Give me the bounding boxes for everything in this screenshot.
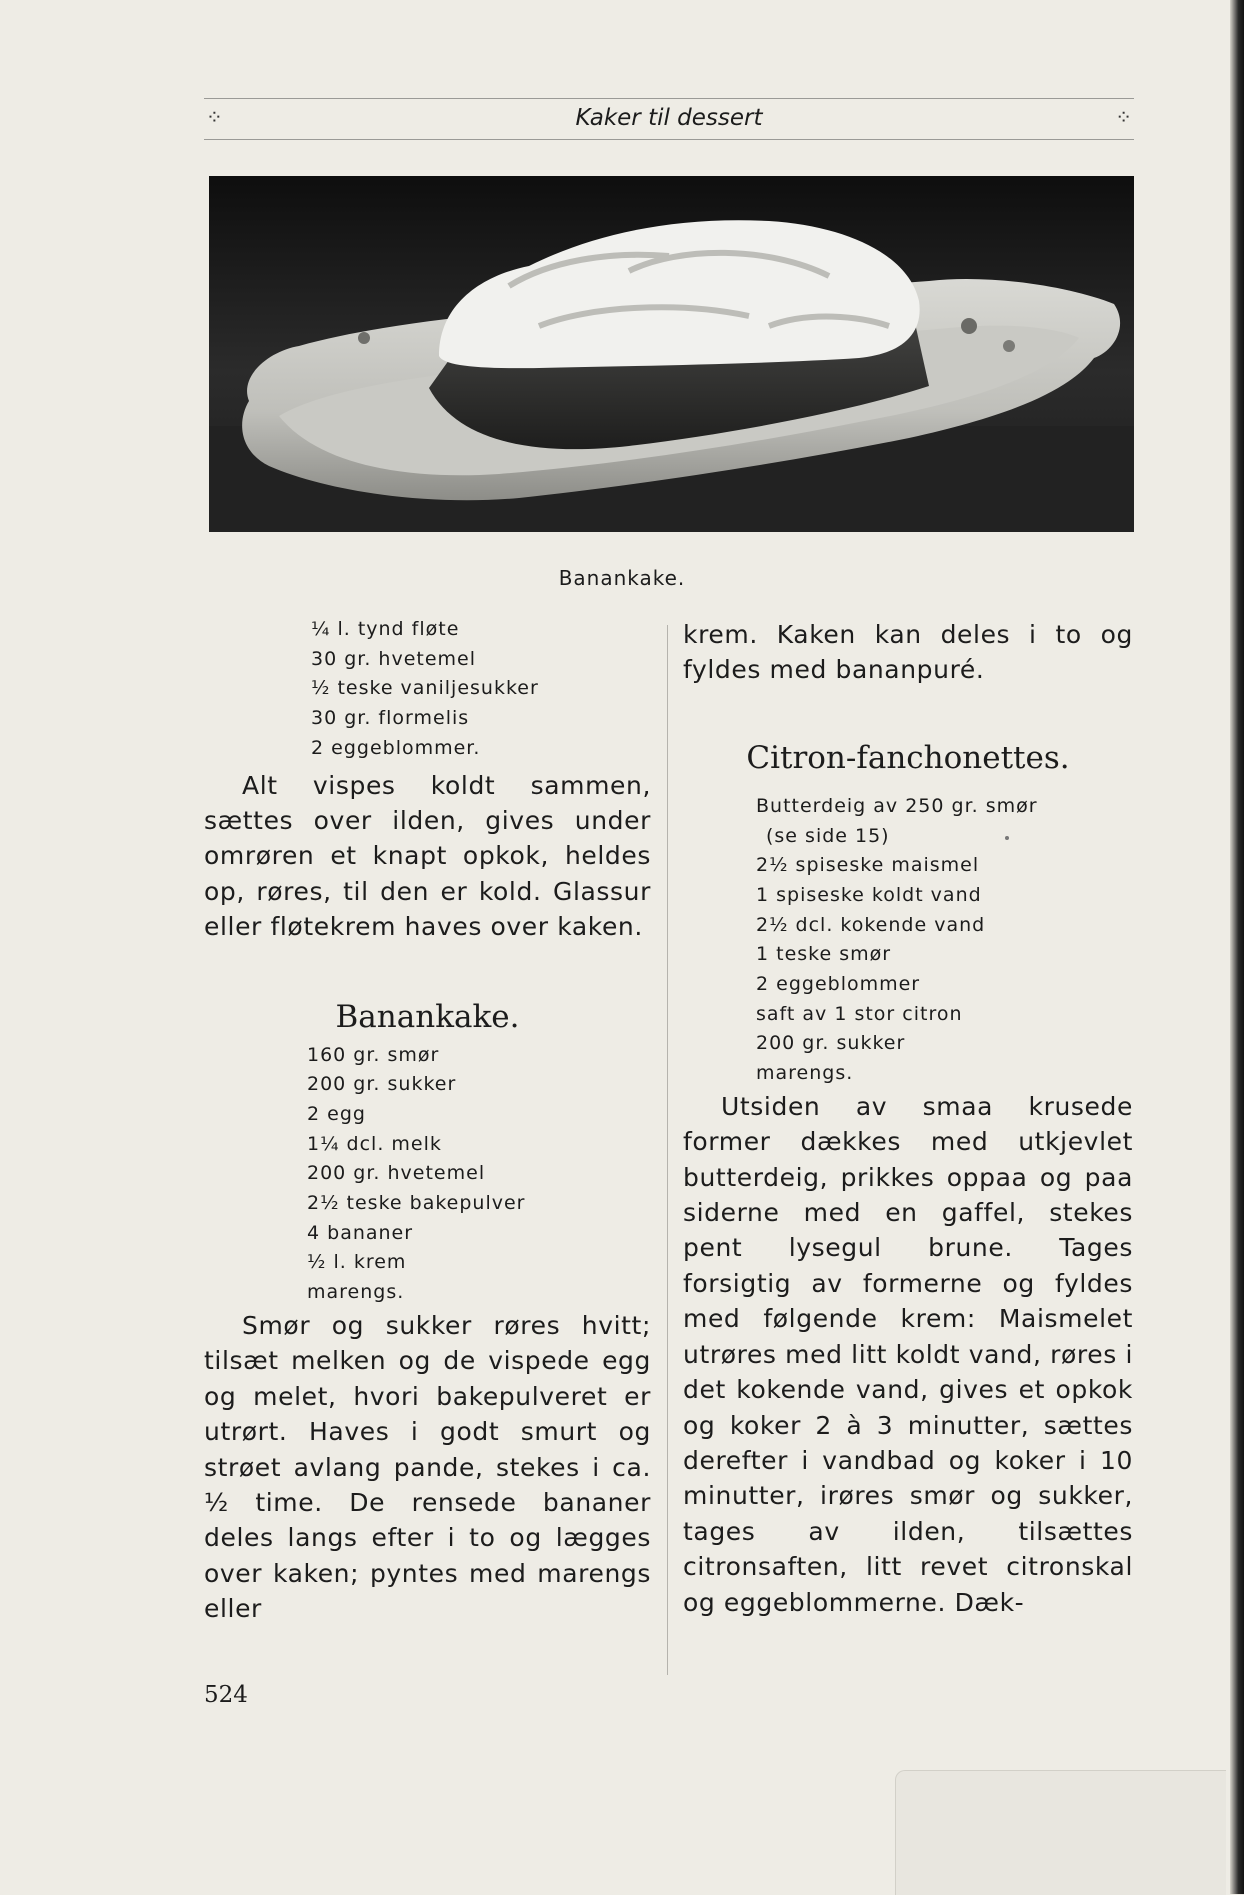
ingredient-item: 1¼ dcl. melk	[307, 1132, 442, 1155]
ingredient-item: 30 gr. flormelis	[311, 707, 470, 730]
ingredient-item: 2½ dcl. kokende vand	[756, 913, 986, 936]
cake-photo-illustration	[209, 176, 1134, 532]
photo-caption: Banankake.	[558, 566, 686, 590]
ingredient-item: 1 teske smør	[756, 943, 892, 966]
cake-photo	[209, 176, 1134, 532]
instruction-paragraph: Smør og sukker røres hvitt; tilsæt melken og de vispede egg og melet, hvori bakepulveret er utrørt. Haves i godt smurt og strøet avlang pande, stekes i ca. ½ time. De rensede bananer deles langs efter i to og lægges over kaken; pyntes med marengs eller	[204, 1310, 651, 1624]
instruction-paragraph: Utsiden av smaa krusede former dækkes med utkjevlet butterdeig, prikkes oppaa og paa siderne med en gaffel, stekes pent lysegul brune. Tages forsigtig av formerne og fyldes med følgende krem: Maismelet utrøres med litt koldt vand, røres i det kokende vand, gives et opkok og koker 2 à 3 minutter, sættes derefter i vandbad og koker i 10 minutter, irøres smør og sukker, tages av ilden, tilsættes citronsaften, litt revet citronskal og eggeblommerne. Dæk-	[683, 1091, 1133, 1617]
ingredient-item: saft av 1 stor citron	[756, 1002, 963, 1025]
ingredient-item: 160 gr. smør	[307, 1043, 440, 1066]
right-column	[683, 617, 1133, 1620]
column-divider	[667, 625, 668, 1675]
ingredient-item: 30 gr. hvetemel	[311, 647, 477, 670]
ingredient-list-citron	[683, 792, 1133, 1089]
page-number: 524	[204, 1682, 248, 1708]
ingredient-item: (se side 15)	[766, 824, 890, 847]
ingredient-item: 4 bananer	[307, 1221, 414, 1244]
ingredient-item: marengs.	[307, 1281, 405, 1304]
left-column	[204, 615, 651, 1627]
scan-tab	[895, 1770, 1226, 1895]
ingredient-list-banankake	[204, 1041, 651, 1308]
print-speck	[1005, 836, 1009, 840]
ingredient-item: 200 gr. sukker	[307, 1073, 457, 1096]
ingredient-item: 1 spiseske koldt vand	[756, 883, 982, 906]
recipe-title-citron-fanchonettes: Citron-fanchonettes.	[746, 739, 1070, 776]
instruction-paragraph-continued: krem. Kaken kan deles i to og fyldes med bananpuré.	[683, 620, 1133, 685]
ornament-right-icon: ⁘	[1115, 105, 1132, 129]
ingredient-item: 200 gr. sukker	[756, 1032, 906, 1055]
ingredient-item: 200 gr. hvetemel	[307, 1162, 486, 1185]
ingredient-item: 2 eggeblommer	[756, 973, 921, 996]
running-title: Kaker til dessert	[575, 105, 763, 131]
ingredient-item: ½ teske vaniljesukker	[311, 677, 539, 700]
ingredient-item: 2½ teske bakepulver	[307, 1192, 526, 1215]
ingredient-item: ½ l. krem	[307, 1251, 407, 1274]
ingredient-item: marengs.	[756, 1062, 854, 1085]
ingredient-item: 2½ spiseske maismel	[756, 854, 980, 877]
instruction-paragraph: Alt vispes koldt sammen, sættes over ilden, gives under omrøren et knapt opkok, heldes op, røres, til den er kold. Glassur eller fløtekrem haves over kaken.	[204, 770, 651, 942]
page-edge	[1230, 0, 1244, 1894]
ingredient-item: ¼ l. tynd fløte	[311, 618, 460, 640]
running-header	[204, 98, 1134, 140]
ingredient-item: 2 egg	[307, 1102, 366, 1125]
ingredient-item: 2 eggeblommer.	[311, 736, 481, 759]
recipe-title-banankake: Banankake.	[335, 998, 520, 1035]
ingredient-list-glaze	[204, 615, 651, 764]
ingredient-item: Butterdeig av 250 gr. smør	[756, 794, 1038, 817]
ornament-left-icon: ⁘	[206, 105, 223, 129]
